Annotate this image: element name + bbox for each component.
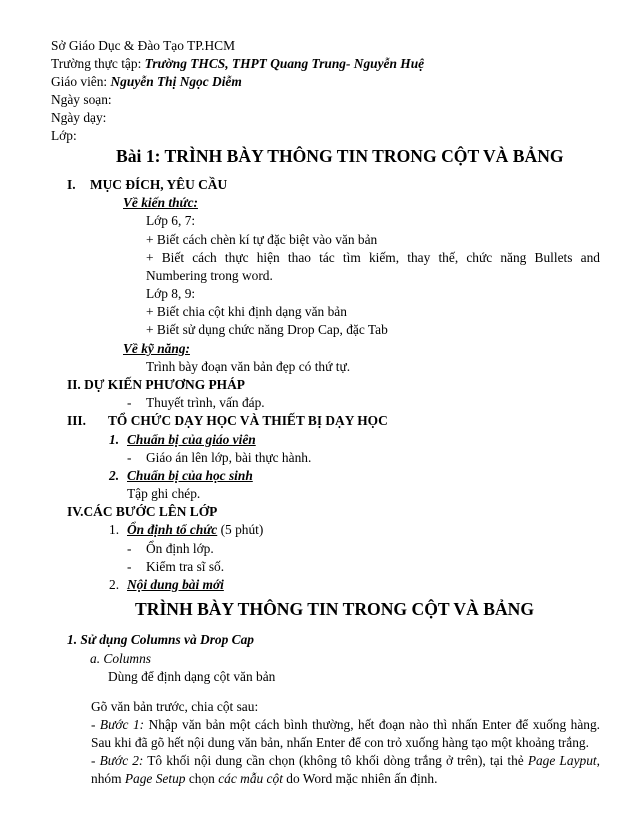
step-prefix: - xyxy=(91,717,100,732)
dash-bullet: - xyxy=(127,450,132,465)
step-num: 2. xyxy=(109,577,120,592)
skills-item: Trình bày đoạn văn bản đẹp có thứ tự. xyxy=(146,359,351,374)
section2-heading: II. DỰ KIẾN PHƯƠNG PHÁP xyxy=(67,377,245,392)
teach-date: Ngày dạy: xyxy=(51,110,107,125)
step1-text: Nhập văn bản một cách bình thường, hết đoạn nào thì nhấn Enter để xuống hàng. xyxy=(144,717,601,732)
section2-item: Thuyết trình, vấn đáp. xyxy=(146,395,265,410)
step2-comma: , xyxy=(596,753,600,768)
paragraph: Gõ văn bản trước, chia cột sau: xyxy=(91,699,259,714)
teacher-value: Nguyễn Thị Ngọc Diễm xyxy=(110,74,242,89)
org-item: Kiểm tra sĩ số. xyxy=(146,559,225,574)
prep-student-item: Tập ghi chép. xyxy=(127,486,201,501)
step2-cont-text: do Word mặc nhiên ấn định. xyxy=(282,771,438,786)
dash-bullet: - xyxy=(127,559,132,574)
teacher-label: Giáo viên: xyxy=(51,74,111,89)
prep-student-num: 2. xyxy=(109,468,120,483)
step2-text: Tô khối nội dung cần chọn (không tô khối dòng trắng ở trên), tại thẻ xyxy=(143,753,528,768)
class-line: Lớp: xyxy=(51,128,77,143)
knowledge-item: + Biết cách chèn kí tự đặc biệt vào văn bản xyxy=(146,232,378,247)
prep-teacher-num: 1. xyxy=(109,432,120,447)
new-content-heading: Nội dung bài mới xyxy=(127,577,224,592)
knowledge-item: Lớp 8, 9: xyxy=(146,286,196,301)
org-line xyxy=(127,521,263,538)
dash-bullet: - xyxy=(127,541,132,556)
knowledge-item: + Biết chia cột khi định dạng văn bản xyxy=(146,304,347,319)
section3-num: III. xyxy=(67,413,86,428)
step1-label: Bước 1: xyxy=(99,717,145,732)
dash-bullet: - xyxy=(127,395,132,410)
knowledge-heading: Về kiến thức: xyxy=(123,195,198,210)
prep-date: Ngày soạn: xyxy=(51,92,112,107)
step-num: 1. xyxy=(109,522,120,537)
prep-student-heading: Chuẩn bị của học sinh xyxy=(127,468,253,483)
school-value: Trường THCS, THPT Quang Trung- Nguyễn Huệ xyxy=(144,56,425,71)
section1-heading: MỤC ĐÍCH, YÊU CẦU xyxy=(90,177,228,192)
knowledge-item: + Biết sử dụng chức năng Drop Cap, đặc Tab xyxy=(146,322,388,337)
org-heading: Ổn định tổ chức xyxy=(127,522,218,537)
step2-label: Bước 2: xyxy=(99,753,144,768)
columns-subheading: a. Columns xyxy=(90,651,152,666)
skills-heading: Về kỹ năng: xyxy=(123,341,190,356)
section3-heading: TỔ CHỨC DẠY HỌC VÀ THIẾT BỊ DẠY HỌC xyxy=(108,413,388,428)
school-line xyxy=(51,55,424,72)
page-layout-tab: Page Layput xyxy=(527,753,597,768)
section1-num: I. xyxy=(67,177,76,192)
school-label: Trường thực tập: xyxy=(51,56,145,71)
prep-teacher-item: Giáo án lên lớp, bài thực hành. xyxy=(146,450,312,465)
step2-cont-text: chọn xyxy=(185,771,219,786)
step1-continuation: Sau khi đã gõ hết nội dung văn bản, nhấn Enter để con trỏ xuống hàng tạo một khoảng trắng. xyxy=(91,735,589,750)
step2-line xyxy=(91,752,600,769)
page-setup-group: Page Setup xyxy=(124,771,186,786)
section4-heading: IV.CÁC BƯỚC LÊN LỚP xyxy=(67,504,218,519)
step2-cont-text: nhóm xyxy=(91,771,125,786)
columns-desc: Dùng để định dạng cột văn bản xyxy=(108,669,276,684)
prep-teacher-heading: Chuẩn bị của giáo viên xyxy=(127,432,256,447)
step-prefix: - xyxy=(91,753,100,768)
dept-line: Sở Giáo Dục & Đào Tạo TP.HCM xyxy=(51,38,236,53)
knowledge-item: Lớp 6, 7: xyxy=(146,213,196,228)
knowledge-item: + Biết cách thực hiện thao tác tìm kiếm, thay thế, chức năng Bullets and xyxy=(146,250,600,265)
knowledge-item: Numbering trong word. xyxy=(146,268,273,283)
step1-line xyxy=(91,716,600,733)
lesson-title: Bài 1: TRÌNH BÀY THÔNG TIN TRONG CỘT VÀ BẢNG xyxy=(116,146,564,166)
org-item: Ổn định lớp. xyxy=(146,541,214,556)
column-presets: các mẫu cột xyxy=(218,771,283,786)
teacher-line xyxy=(51,73,242,90)
content-title: TRÌNH BÀY THÔNG TIN TRONG CỘT VÀ BẢNG xyxy=(135,599,535,619)
step2-continuation xyxy=(91,770,437,787)
columns-dropcap-heading: 1. Sử dụng Columns và Drop Cap xyxy=(67,632,254,647)
org-time: (5 phút) xyxy=(217,522,264,537)
